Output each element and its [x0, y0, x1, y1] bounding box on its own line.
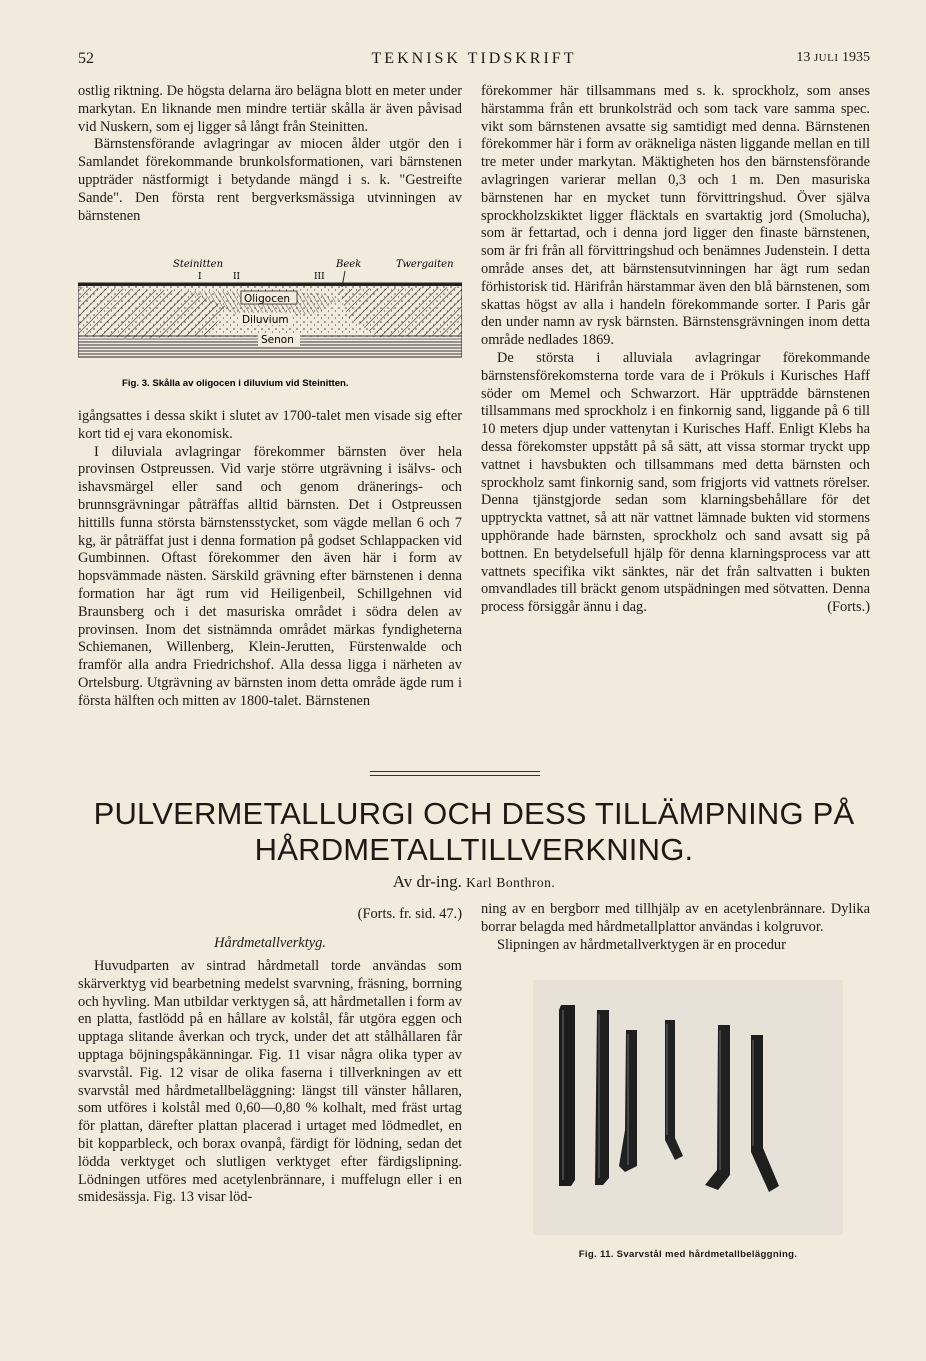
- figure-11-photo: [533, 980, 843, 1235]
- issue-date: 13 JULI 1935: [796, 50, 870, 65]
- figure-3: [78, 257, 462, 402]
- article-left-column: [78, 958, 462, 1207]
- paragraph: igångsattes i dessa skikt i slutet av 1700-talet men visade sig efter kort tid ej vara ekonomisk.: [78, 408, 462, 442]
- layer-diluvium: Diluvium: [242, 314, 289, 326]
- article-right-column: [481, 901, 870, 954]
- continued-from-note: (Forts. fr. sid. 47.): [357, 906, 462, 922]
- section-subheading: Hårdmetallverktyg.: [214, 935, 326, 951]
- geology-cross-section-diagram: [78, 257, 462, 402]
- figure-3-caption: Fig. 3. Skålla av oligocen i diluvium vid Steinitten.: [122, 378, 349, 389]
- layer-oligocen: Oligocen: [244, 293, 291, 305]
- article-byline: Av dr-ing. Karl Bonthron.: [392, 872, 556, 891]
- paragraph: förekommer här tillsammans med s. k. sprockholz, som anses härstamma från ett brunkolsträd och som tack vare samma spec. vikt som bärnstenen avsatte sig samtidigt med denna. Bärnstenen förekommer här i form av oräkneliga nästen liggande mellan en till tre meter under markytan. Mäktigheten hos den bärnstensförande avlagringen varierar mellan 0,3 och 1 m. Den masuriska bärnstenen har en mycket tunn förvittringshud. Över själva sprockholzskiktet ligger fläcktals en svartaktig jord (Smolucha), som är fettartad, och i denna jord ligger den finaste bärnstenen, som är fri från all förvittringshud och benämnes Judenstein. I detta område anses det, att bärnstensutvinningen har ägt rum sedan förhistorisk tid. Härifrån härstammar även den blå bärnstenen, som skattas högst av alla i handeln förekommande sorter. I Paris går den under namn av rysk bärnsten. Bärnstensgrävningen inom detta område nedlades 1869.: [481, 83, 870, 349]
- figure-11-caption: Fig. 11. Svarvstål med hårdmetallbeläggning.: [578, 1249, 798, 1260]
- forts-note: (Forts.): [827, 599, 870, 616]
- paragraph: ostlig riktning. De högsta delarna äro belägna blott en meter under markytan. En liknande men mindre tertiär skålla är även påvisad vid Nuskern, som ej ligger så långt från Steinitten.: [78, 83, 462, 135]
- layer-senon: Senon: [261, 334, 294, 346]
- label-steinitten: Steinitten: [173, 259, 224, 270]
- marker-3: III: [314, 272, 325, 282]
- label-beek: Beek: [336, 259, 362, 270]
- paragraph: Huvudparten av sintrad hårdmetall torde användas som skärverktyg vid bearbetning medelst svarvning, fräsning, borrning och hyvling. Man utbildar verktygen så, att hårdmetallen i form av en platta, fastlödd på en hållare av kolstål, får utgöra eggen och upptaga slitande åverkan och tryck, under det att stålhållaren får upptaga böjningspåkänningar. Fig. 11 visar några olika typer av svarvstål. Fig. 12 visar de olika faserna i tillverkningen av ett svarvstål med hårdmetallbeläggning: längst till vänster hållaren, som utföres i kolstål med 0,60—0,80 % kolhalt, med fräst urtag för plattan, därefter plattan placerad i urtaget med lödmedlet, en bit kopparbleck, och borax ovanpå, färdigt för lödning, sedan det lödda verktyget och slutligen verktyget efter färdigslipning. Lödningen utföres med acetylenbrännare, i muffelugn eller i en smidesässja. Fig. 13 visar löd-: [78, 958, 462, 1206]
- paragraph: De största i alluviala avlagringar förekommande bärnstensförekomsterna torde vara de i Prökuls i Kurisches Haff söder om Memel och Schwarzort. Här uppträdde bärnstenen tillsammans med sprockholz i en finkornig sand, liggande på 6 till 10 meters djup under vattenytan i Kurisches Haff. Enligt Klebs ha dessa förekomster uppstått på så sätt, att vissa stormar tryckt upp vattnet i havsbukten och tillsammans med detta bärnsten och sprockholz samt finkornig sand, som frigjorts vid vattnets rörelser. Denna tjänstgjorde sedan som klarningsbehållare för det upptryckta vattnet, så att när vattnet lämnade bukten vid stormens upphörande hade bärnsten, sprockholz och sand avsatt sig på bottnen. En betydelsefull hjälp för denna klarningsprocess var att vattnets specifika vikt sänktes, när det från saltvatten i bukten omvandlades till bräckt genom utspädningen med sötvatten. Denna process försiggår ännu i dag.: [481, 349, 870, 616]
- divider-rule: [370, 775, 540, 776]
- marker-1: I: [198, 272, 202, 282]
- left-column-middle: [78, 408, 462, 711]
- right-column-top: [481, 83, 870, 617]
- paragraph: Slipningen av hårdmetallverktygen är en procedur: [497, 936, 786, 953]
- lathe-tools-image: [533, 980, 843, 1235]
- page-number: 52: [78, 50, 94, 67]
- article-title-line-1: PULVERMETALLURGI OCH DESS TILLÄMPNING PÅ: [93, 796, 855, 831]
- left-column-top: [78, 83, 462, 225]
- paragraph: ning av en bergborr med tillhjälp av en acetylenbrännare. Dylika borrar belagda med hårdmetallplattor användas i kolgruvor.: [481, 901, 870, 935]
- page-header: [78, 50, 870, 72]
- paragraph: I diluviala avlagringar förekommer bärnsten över hela provinsen Ostpreussen. Vid varje större utgrävning i isälvs- och ishavsmärgel eller sand och genom dränerings- och brunnsgrävningar påträffas alltid bärnsten. Det i Ostpreussen hittills funna största bärnstensstycket, som vägde mellan 6 och 7 kg, är påträffat just i denna formation på godset Schlappacken vid Gumbinnen. Oftast förekommer den även här i form av hopsvämmade nästen. Särskild grävning efter bärnstenen i denna formation har ägt rum vid Heiligenbeil, Schillgehnen vid Braunsberg och i det masuriska området i södra delen av provinsen. Inom det sistnämnda området märkas fyndigheterna Schiemanen, Willenberg, Klein-Jerutten, Fürstenwalde och framför alla andra Friedrichshof. Alla dessa ligga i närheten av Ortelsburg. Utgrävning av bärnsten inom detta område ägde rum i första hälften och mitten av 1800-talet. Bärnstenen: [78, 443, 462, 709]
- label-twergaiten: Twergaiten: [396, 259, 454, 270]
- article-title-line-2: HÅRDMETALLTILLVERKNING.: [254, 832, 694, 867]
- divider-rule: [370, 771, 540, 772]
- journal-title: TEKNISK TIDSKRIFT: [371, 50, 577, 67]
- paragraph: Bärnstensförande avlagringar av miocen ålder utgör den i Samlandet förekommande brunkolsformationen, vari bärnstenen uppträder nästformigt i betydande mängd i s. k. "Gestreifte Sande". Den första rent bergverksmässiga utvinningen av bärnstenen: [78, 136, 462, 224]
- marker-2: II: [233, 272, 241, 282]
